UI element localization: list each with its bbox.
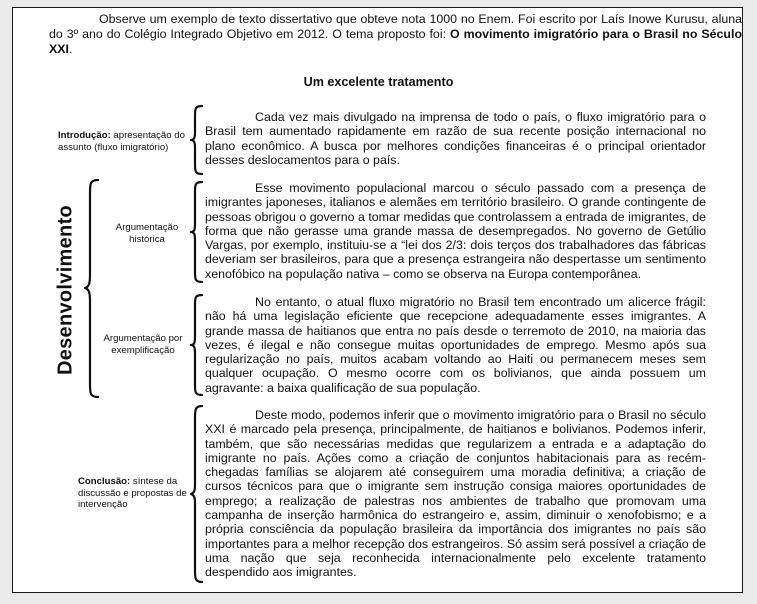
label-conclusao-bold: Conclusão: (78, 476, 131, 487)
intro-text: Observe um exemplo de texto dissertativo que obteve nota 1000 no Enem. Foi escrito por Laís Inowe Kurusu, aluna do 3º ano do Colégio Integrado Objetivo em 2012. O tema proposto foi: (49, 12, 742, 41)
brace-argumentacao-exemplificacao (190, 293, 204, 397)
paragraph-introducao: Cada vez mais divulgado na imprensa de todo o país, o fluxo imigratório para o Brasil tem aumentado rapidamente em razão de sua recente posição internacional no plano econômico. A busca por melhores condições financeiras é o principal orientador desses deslocamentos para o país. (205, 110, 706, 167)
section-label-desenvolvimento: Desenvolvimento (54, 204, 77, 376)
label-conclusao (78, 476, 190, 511)
label-conclusao-text: síntese da discussão e propostas de intervenção (78, 476, 187, 510)
brace-conclusao (190, 404, 204, 584)
essay-theme: O movimento imigratório para o Brasil no Século XXI (49, 27, 743, 56)
intro-paragraph (49, 12, 742, 57)
intro-period: . (68, 42, 73, 56)
label-introducao (58, 130, 198, 153)
paragraph-argumentacao-historica: Esse movimento populacional marcou o século passado com a presença de imigrantes japoneses, italianos e alemães em território brasileiro. O grande contingente de pessoas obrigou o governo a tomar medidas que controlassem a entrada de imigrantes, de forma que não gerasse uma grande massa de desempregados. No governo de Getúlio Vargas, por exemplo, instituiu-se a “lei dos 2/3: dois terços dos trabalhadores das fábricas deveriam ser brasileiros, para que a presença estrangeira não despertasse um sentimento xenofóbico na população nativa – como se observa na Europa contemporânea. (205, 181, 706, 281)
essay-title: Um excelente tratamento (303, 75, 454, 89)
label-argumentacao-historica: Argumentação histórica (115, 222, 179, 245)
brace-argumentacao-historica (190, 180, 204, 284)
label-argumentacao-exemplificacao: Argumentação por exemplificação (103, 333, 183, 356)
paragraph-argumentacao-exemplificacao: No entanto, o atual fluxo migratório no Brasil tem encontrado um alicerce frágil: não há uma legislação eficiente que recepcione adequadamente esses imigrantes. A grande massa de haitianos que entra no país desde o terremoto de 2010, na maioria das vezes, é ilegal e não consegue muitas oportunidades de emprego. Mesmo após sua regularização no país, muitos acabam voltando ao Haiti ou permanecem meses sem qualquer ocupação. O mesmo ocorre com os bolivianos, que ainda possuem um agravante: a baixa qualificação de sua população. (205, 295, 706, 395)
brace-introducao (190, 104, 204, 176)
paragraph-conclusao: Deste modo, podemos inferir que o movimento imigratório para o Brasil no século XXI é marcado pela presença, principalmente, de haitianos e bolivianos. Podemos inferir, também, que são necessárias medidas que regularizem a entrada e a adaptação do imigrante no país. Ações como a criação de conjuntos habitacionais para as recém-chegadas famílias se alojarem até conseguirem uma moradia definitiva; a criação de cursos técnicos para que o imigrante sem instrução consiga maiores oportunidades de emprego; a realização de palestras nos ambientes de trabalho que promovam uma campanha de inserção harmônica do estrangeiro e, assim, diminuir o xenofobismo; e a própria consciência da população brasileira da importância dos imigrantes no país são importantes para a melhor recepção dos estrangeiros. Só assim será possível a criação de uma nação que seja reconhecida internacionalmente pelo excelente tratamento despendido aos imigrantes. (205, 408, 706, 580)
brace-desenvolvimento (84, 178, 100, 399)
label-introducao-bold: Introdução: (58, 130, 111, 141)
label-introducao-text: apresentação do assunto (fluxo imigratório) (58, 130, 185, 153)
